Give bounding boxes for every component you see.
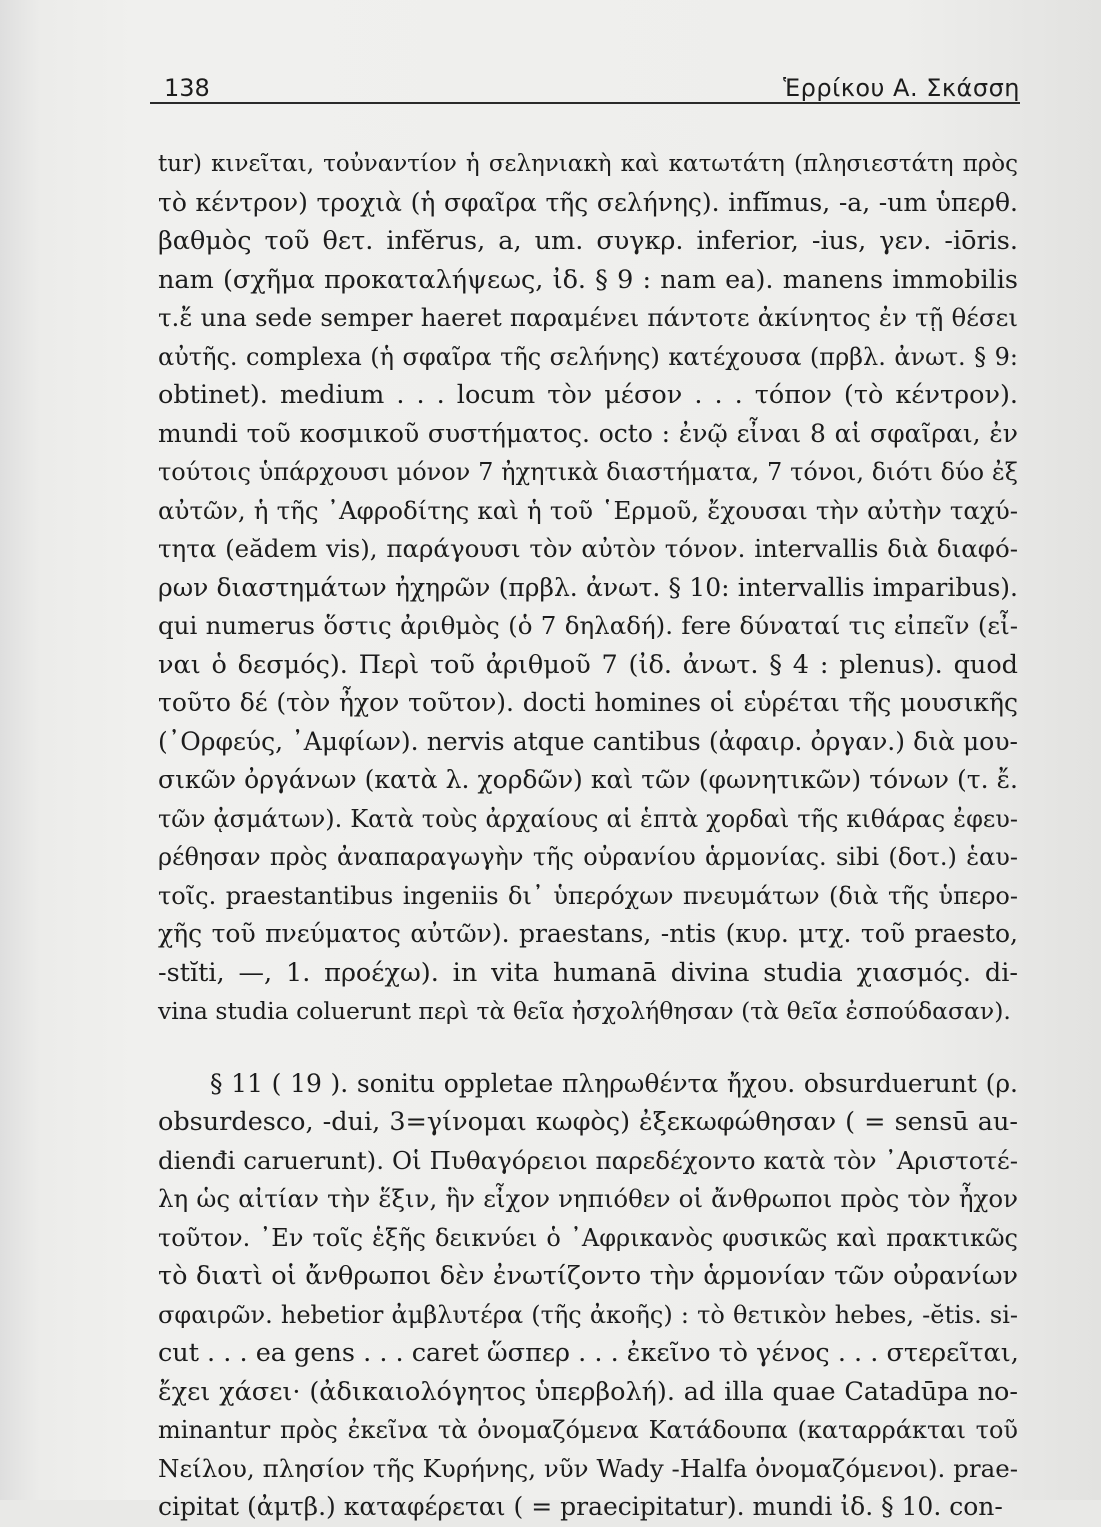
text-line: ρων διαστημάτων ἠχηρῶν (πρβλ. ἀνωτ. § 10: intervallis imparibus). [158, 572, 1018, 602]
paragraph [158, 1065, 1018, 1527]
text-line: dienđi caruerunt). Οἱ Πυθαγόρειοι παρεδέχοντο κατὰ τὸν ᾿Αριστοτέ- [158, 1145, 1018, 1175]
page-number: 138 [164, 74, 210, 102]
paragraph [158, 145, 1018, 1031]
text-line: cipitat (ἀμτβ.) καταφέρεται ( = praecipitatur). mundi ἰδ. § 10. con- [158, 1492, 1003, 1521]
text-line: βαθμὸς τοῦ θετ. infĕrus, a, um. συγκρ. inferior, -ius, γεν. -iōris. [158, 226, 1018, 256]
running-head-author: Ἑρρίκου Α. Σκάσση [783, 74, 1020, 102]
text-line: vina studia coluerunt περὶ τὰ θεῖα ἠσχολήθησαν (τὰ θεῖα ἐσπούδασαν). [158, 997, 1011, 1025]
text-line: ναι ὁ δεσμός). Περὶ τοῦ ἀριθμοῦ 7 (ἰδ. ἀνωτ. § 4 : plenus). quod [158, 649, 1018, 680]
text-line: τούτοις ὑπάρχουσι μόνον 7 ἠχητικὰ διαστήματα, 7 τόνοι, διότι δύο ἐξ [158, 458, 1018, 486]
text-line: § 11 ( 19 ). sonitu oppletae πληρωθέντα ἤχου. obsurduerunt (ρ. [210, 1068, 1018, 1098]
text-line: ἔχει χάσει· (ἀδικαιολόγητος ὑπερβολή). ad illa quae Catadūpa no- [158, 1376, 1018, 1407]
text-line: τὸ κέντρον) τροχιὰ (ἡ σφαῖρα τῆς σελήνης). infĭmus, -a, -um ὑπερθ. [158, 187, 1018, 217]
text-line: (᾿Ορφεύς, ᾿Αμφίων). nervis atque cantibus (ἀφαιρ. ὀργαν.) διὰ μου- [158, 726, 1018, 756]
text-line: τοῖς. praestantibus ingeniis δι᾿ ὑπερόχων πνευμάτων (διὰ τῆς ὑπερο- [158, 881, 1018, 910]
body-text [158, 145, 1018, 1527]
text-line: ρέθησαν πρὸς ἀναπαραγωγὴν τῆς οὐρανίου ἁρμονίας. sibi (δοτ.) ἑαυ- [158, 843, 1018, 871]
text-line: cut . . . ea gens . . . caret ὥσπερ . . . ἐκεῖνο τὸ γένος . . . στερεῖται, [158, 1338, 1019, 1368]
text-line: λη ὡς αἰτίαν τὴν ἕξιν, ἣν εἶχον νηπιόθεν οἱ ἄνθρωποι πρὸς τὸν ἦχον [158, 1184, 1018, 1213]
text-line: Νείλου, πλησίον τῆς Κυρήνης, νῦν Wady -Halfa ὀνομαζόμενοι). prae- [158, 1453, 1018, 1483]
text-line: obtinet). medium . . . locum τὸν μέσον . . . τόπον (τὸ κέντρον). [158, 380, 1018, 410]
text-line: αὐτῶν, ἡ τῆς ᾿Αφροδίτης καὶ ἡ τοῦ ῾Ερμοῦ, ἔχουσαι τὴν αὐτὴν ταχύ- [158, 495, 1018, 525]
text-line: qui numerus ὅστις ἀριθμὸς (ὁ 7 δηλαδή). fere δύναταί τις εἰπεῖν (εἶ- [158, 611, 1018, 640]
text-line: tur) κινεῖται, τοὐναντίον ἡ σεληνιακὴ καὶ κατωτάτη (πλησιεστάτη πρὸς [158, 151, 1018, 177]
text-line: σικῶν ὀργάνων (κατὰ λ. χορδῶν) καὶ τῶν (φωνητικῶν) τόνων (τ. ἔ. [158, 765, 1018, 794]
text-line: σφαιρῶν. hebetior ἀμβλυτέρα (τῆς ἀκοῆς) : τὸ θετικὸν hebes, -ĕtis. si- [158, 1300, 1018, 1329]
text-line: τοῦτον. ᾿Εν τοῖς ἑξῆς δεικνύει ὁ ᾿Αφρικανὸς φυσικῶς καὶ πρακτικῶς [158, 1223, 1018, 1252]
text-line: χῆς τοῦ πνεύματος αὐτῶν). praestans, -ntis (κυρ. μτχ. τοῦ praesto, [158, 919, 1018, 948]
running-header [150, 66, 1020, 104]
text-line: minantur πρὸς ἐκεῖνα τὰ ὀνομαζόμενα Κατάδουπα (καταρράκται τοῦ [158, 1416, 1018, 1444]
text-line: τ.ἔ una sede semper haeret παραμένει πάντοτε ἀκίνητος ἐν τῇ θέσει [158, 303, 1018, 332]
text-line: nam (σχῆμα προκαταλήψεως, ἰδ. § 9 : nam ea). manens immobilis [158, 264, 1018, 295]
text-line: mundi τοῦ κοσμικοῦ συστήματος. octo : ἐνῷ εἶναι 8 αἱ σφαῖραι, ἐν [158, 418, 1018, 448]
paragraph-gap [158, 1031, 1018, 1065]
text-line: τῶν ᾀσμάτων). Κατὰ τοὺς ἀρχαίους αἱ ἑπτὰ χορδαὶ τῆς κιθάρας ἐφευ- [158, 804, 1018, 833]
text-line: τὸ διατὶ οἱ ἄνθρωποι δὲν ἐνωτίζοντο τὴν ἁρμονίαν τῶν οὐρανίων [158, 1261, 1018, 1291]
text-line: αὐτῆς. complexa (ἡ σφαῖρα τῆς σελήνης) κατέχουσα (πρβλ. ἀνωτ. § 9: [158, 342, 1018, 371]
text-line: τοῦτο δέ (τὸν ἦχον τοῦτον). docti homines οἱ εὑρέται τῆς μουσικῆς [158, 688, 1018, 717]
text-line: obsurdesco, -dui, 3=γίνομαι κωφὸς) ἐξεκωφώθησαν ( = sensū au- [158, 1107, 1018, 1137]
text-line: τητα (eădem vis), παράγουσι τὸν αὐτὸν τόνον. intervallis διὰ διαφό- [158, 534, 1018, 563]
text-line: -stĭti, —, 1. προέχω). in vita humanā divina studia χιασμός. di- [158, 957, 1018, 988]
